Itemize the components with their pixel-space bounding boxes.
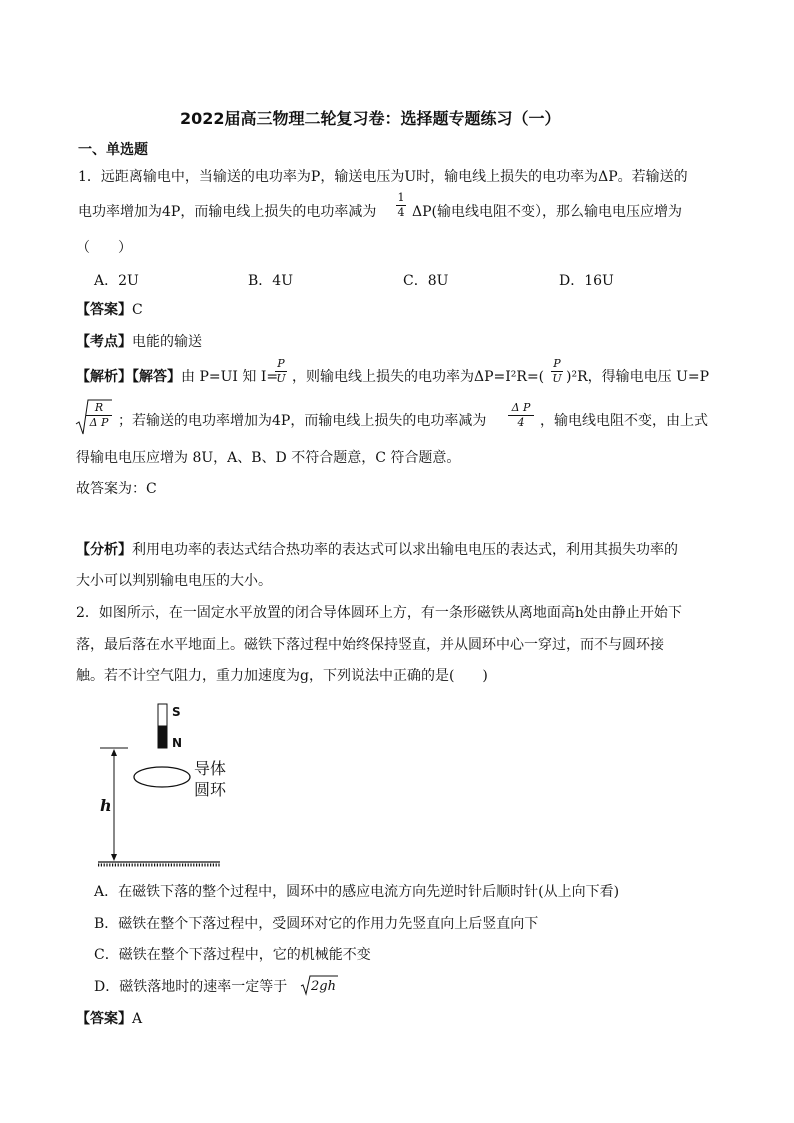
q1-stem-line3: （ ） xyxy=(76,240,132,256)
section-heading: 一、单选题 xyxy=(78,142,148,158)
bar-magnet-n-pole xyxy=(158,726,167,748)
height-arrow-top xyxy=(111,749,117,756)
answer-value: C xyxy=(132,302,143,318)
q2-option-c: C．磁铁在整个下落过程中，它的机械能不变 xyxy=(94,947,371,963)
fraction-numerator: 1 xyxy=(397,191,405,204)
figure-label-s: S xyxy=(172,705,181,719)
q1-sqrt-fraction xyxy=(86,402,112,429)
fraction-numerator: Δ P xyxy=(511,401,531,414)
fenxi-label: 【分析】 xyxy=(76,542,132,558)
q2-option-d: D．磁铁落地时的速率一定等于 xyxy=(94,979,288,995)
figure-ring-label-2: 圆环 xyxy=(194,780,227,799)
q1-stem-line1: 1．远距离输电中，当输送的电功率为P，输送电压为U时，输电线上损失的电功率为ΔP。若输送的 xyxy=(78,169,688,185)
jiexi-text-a: 由 P=UI 知 I= xyxy=(181,369,279,385)
q1-fraction-quarter xyxy=(396,192,406,219)
q2-option-a: A．在磁铁下落的整个过程中，圆环中的感应电流方向先逆时针后顺时针(从上向下看) xyxy=(94,884,620,900)
q1-kaodian xyxy=(76,333,202,351)
fraction-numerator: P xyxy=(553,357,561,370)
bar-magnet-s-pole xyxy=(158,704,167,726)
kaodian-label: 【考点】 xyxy=(76,334,132,350)
figure-label-n: N xyxy=(172,736,183,750)
page-title: 2022届高三物理二轮复习卷：选择题专题练习（一） xyxy=(180,109,561,128)
q2-stem-line3: 触。若不计空气阻力，重力加速度为g，下列说法中正确的是( ) xyxy=(76,668,488,684)
height-arrow-bottom xyxy=(111,854,117,861)
q1-jiexi-text-d: ；若输送的电功率增加为4P，而输电线上损失的电功率减为 xyxy=(118,413,487,429)
q2-magnet-ring-figure xyxy=(92,696,252,876)
fraction-numerator: P xyxy=(277,357,285,370)
fraction-denominator: 4 xyxy=(397,206,405,219)
figure-ring-label-1: 导体 xyxy=(194,759,227,778)
fraction-numerator: R xyxy=(94,401,104,414)
q1-fenxi-line2: 大小可以判别输电电压的大小。 xyxy=(76,573,272,589)
answer-label: 【答案】 xyxy=(76,1011,132,1027)
q1-fraction-p-over-u-2 xyxy=(551,358,563,385)
q2-option-d-sqrt-value: 2gh xyxy=(311,979,336,994)
fenxi-text: 利用电功率的表达式结合热功率的表达式可以求出输电电压的表达式，利用其损失功率的 xyxy=(132,542,678,558)
q1-option-c: C．8U xyxy=(403,273,449,289)
q1-answer xyxy=(76,301,143,319)
q2-stem-line1: 2．如图所示，在一固定水平放置的闭合导体圆环上方，有一条形磁铁从离地面高h处由静止开始下 xyxy=(76,605,682,621)
q1-fenxi-line1 xyxy=(76,541,678,559)
answer-value: A xyxy=(132,1011,143,1027)
fraction-denominator: U xyxy=(276,372,286,385)
fraction-denominator: U xyxy=(552,372,562,385)
q1-stem-line2a: 电功率增加为4P，而输电线上损失的电功率减为 xyxy=(78,204,377,220)
q1-jiexi-line1 xyxy=(76,368,278,386)
jiexi-label: 【解析】【解答】 xyxy=(76,369,181,385)
figure-height-label: h xyxy=(100,796,112,815)
q1-jiexi-text-e: ，输电线电阻不变，由上式 xyxy=(540,413,708,429)
fraction-denominator: Δ P xyxy=(89,416,109,429)
q2-stem-line2: 落，最后落在水平地面上。磁铁下落过程中始终保持竖直，并从圆环中心一穿过，而不与圆环接 xyxy=(76,637,664,653)
q1-fraction-p-over-u xyxy=(275,358,287,385)
fraction-denominator: 4 xyxy=(517,416,525,429)
answer-label: 【答案】 xyxy=(76,302,132,318)
q1-option-d: D．16U xyxy=(559,273,614,289)
kaodian-value: 电能的输送 xyxy=(132,334,202,350)
q1-jiexi-text-c: )²R，得输电电压 U=P xyxy=(566,369,710,385)
q1-jiexi-line3: 得输电电压应增为 8U，A、B、D 不符合题意，C 符合题意。 xyxy=(76,450,461,466)
q1-conclusion: 故答案为：C xyxy=(76,481,157,497)
q2-answer xyxy=(76,1010,142,1028)
q1-jiexi-text-b: ，则输电线上损失的电功率为ΔP=I²R=( xyxy=(292,369,545,385)
q2-option-b: B．磁铁在整个下落过程中，受圆环对它的作用力先竖直向上后竖直向下 xyxy=(94,916,539,932)
q1-fraction-dp-over-4 xyxy=(508,402,534,429)
q1-option-b: B．4U xyxy=(248,273,293,289)
q1-stem-line2b: ΔP(输电线电阻不变），那么输电电压应增为 xyxy=(412,204,682,220)
conductor-ring xyxy=(134,767,190,787)
q1-option-a: A．2U xyxy=(94,273,139,289)
